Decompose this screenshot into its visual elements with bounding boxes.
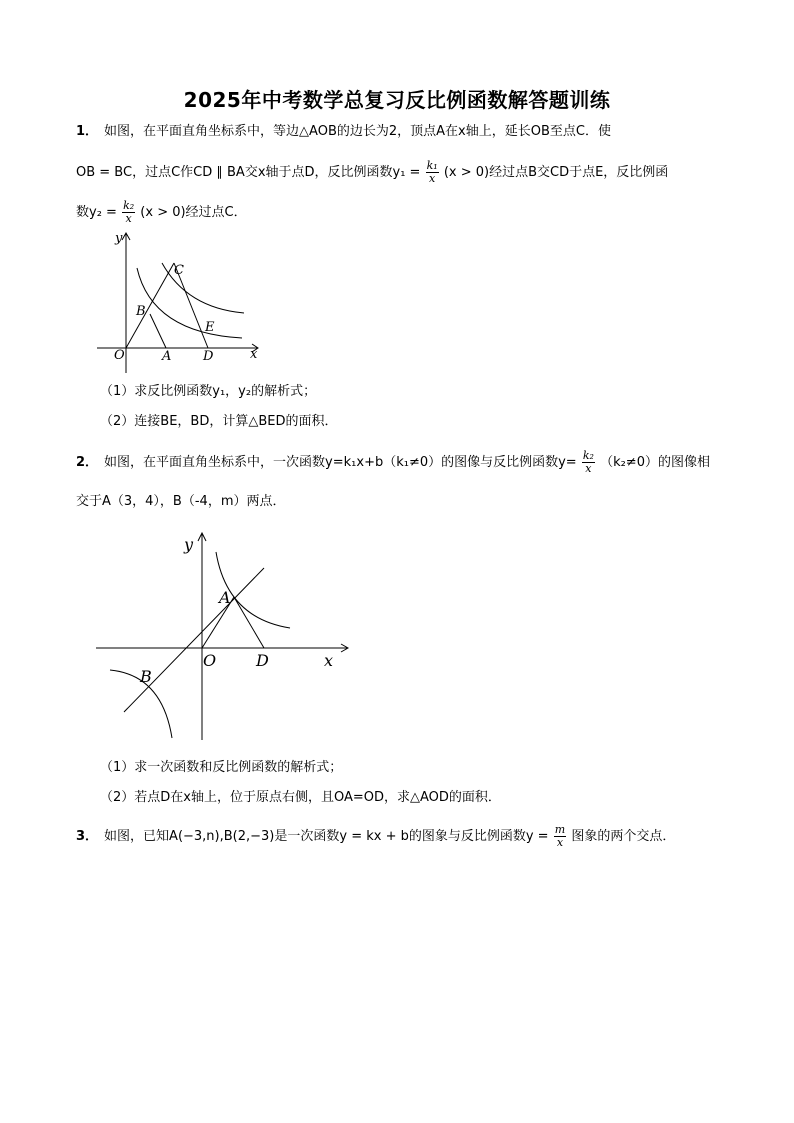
problem-1-figure: [92, 228, 267, 376]
fraction-denominator: x: [585, 462, 592, 475]
fraction-numerator: k₂: [582, 449, 594, 462]
label-b: B: [140, 667, 152, 686]
fraction-denominator: x: [556, 836, 564, 849]
problem-2-line-1: [76, 450, 710, 475]
problem-2-text-1b: （k₂≠0）的图像相: [600, 455, 710, 470]
problem-2-question-1: （1）求一次函数和反比例函数的解析式；: [100, 760, 343, 775]
problem-1-line-3: [76, 200, 247, 225]
problem-1-number: 1．: [76, 124, 99, 139]
label-o: O: [114, 348, 125, 363]
fraction-numerator: k₂: [123, 199, 135, 212]
problem-1-text-2a: OB = BC，过点C作CD ∥ BA交x轴于点D，反比例函数y₁ =: [76, 165, 421, 180]
label-y: y: [184, 535, 194, 554]
fraction-numerator: k₁: [426, 159, 438, 172]
problem-1-text-3b: (x > 0)经过点C．: [140, 205, 247, 220]
label-a: A: [162, 349, 172, 364]
fraction-denominator: x: [125, 212, 132, 225]
problem-1-line-2: [76, 160, 668, 185]
segment-ad: [234, 597, 264, 648]
problem-1-fraction-k2: [122, 200, 135, 225]
problem-1-line-1: [76, 122, 611, 142]
label-d: D: [203, 349, 214, 364]
label-d: D: [256, 651, 269, 670]
label-e: E: [205, 320, 215, 335]
label-o: O: [203, 651, 217, 670]
problem-2-line-2: 交于A（3，4），B（-4，m）两点．: [76, 494, 286, 509]
problem-3-text-1a: 如图，已知A(−3,n),B(2,−3)是一次函数y = kx + b的图象与反比例函数y =: [104, 829, 549, 844]
page-title: 2025年中考数学总复习反比例函数解答题训练: [183, 88, 611, 112]
problem-1-question-2: （2）连接BE，BD，计算△BED的面积．: [100, 414, 338, 429]
label-a: A: [219, 588, 231, 607]
problem-2-fraction-k2: [582, 450, 595, 475]
problem-2-text-1a: 如图，在平面直角坐标系中，一次函数y=k₁x+b（k₁≠0）的图像与反比例函数y=: [104, 455, 577, 470]
line-ab: [124, 568, 264, 712]
problem-3-number: 3．: [76, 829, 99, 844]
segment-oc: [126, 263, 174, 348]
problem-3-line-1: [76, 824, 675, 849]
label-c: C: [174, 263, 184, 278]
problem-1-fraction-k1: [426, 160, 439, 185]
label-b: B: [136, 304, 146, 319]
label-y: y: [115, 231, 123, 246]
problem-3-text-1b: 图象的两个交点．: [571, 829, 676, 844]
problem-3-fraction-m: [554, 824, 566, 849]
problem-2-question-2: （2）若点D在x轴上，位于原点右侧，且OA=OD，求△AOD的面积．: [100, 790, 501, 805]
fraction-numerator: m: [554, 823, 566, 836]
segment-ba: [150, 314, 166, 348]
problem-1-text-1: 如图，在平面直角坐标系中，等边△AOB的边长为2，顶点A在x轴上，延长OB至点C．使: [104, 124, 611, 139]
problem-1-text-2b: (x > 0)经过点B交CD于点E，反比例函: [443, 165, 669, 180]
label-x: x: [250, 347, 258, 362]
label-x: x: [324, 651, 334, 670]
problem-2-number: 2．: [76, 455, 99, 470]
problem-1-text-3a: 数y₂ =: [76, 205, 117, 220]
problem-2-figure: [92, 530, 357, 745]
fraction-denominator: x: [429, 172, 436, 185]
problem-1-question-1: （1）求反比例函数y₁，y₂的解析式；: [100, 384, 317, 399]
